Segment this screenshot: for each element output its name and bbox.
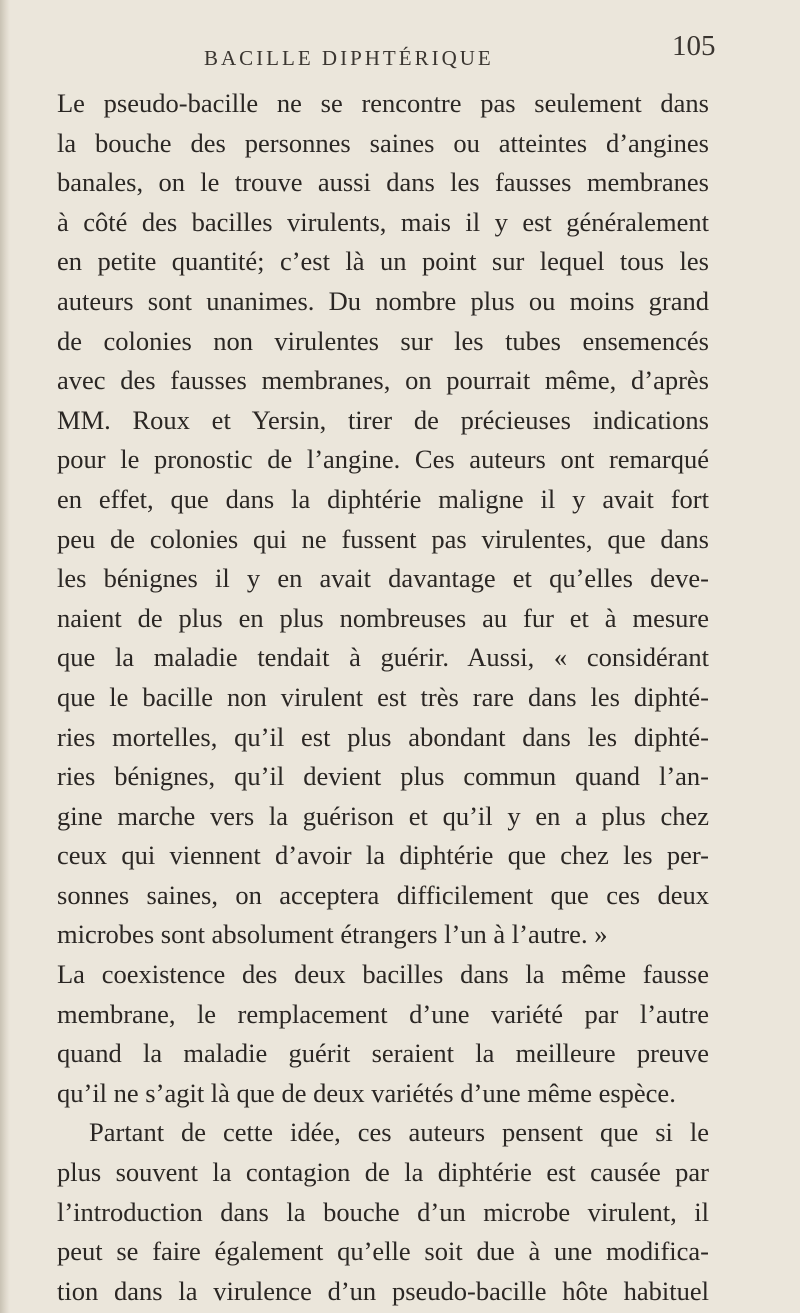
text-line: gine marche vers la guérison et qu’il y en a plus chez [57,800,709,831]
text-line: membrane, le remplacement d’une variété par l’autre [57,998,709,1029]
body-text [57,84,709,1311]
text-line: qu’il ne s’agit là que de deux variétés d’une même espèce. [57,1077,676,1108]
text-line: quand la maladie guérit seraient la meilleure preuve [57,1038,709,1069]
text-line: plus souvent la contagion de la diphtérie est causée par [57,1157,709,1188]
page-binding-edge [0,0,10,1313]
text-line: peu de colonies qui ne fussent pas virulentes, que dans [57,523,709,554]
text-line: peut se faire également qu’elle soit due à une modifica- [57,1236,709,1267]
text-line: que le bacille non virulent est très rare dans les diphté- [57,681,709,712]
text-line: naient de plus en plus nombreuses au fur et à mesure [57,602,709,633]
text-line: en petite quantité; c’est là un point sur lequel tous les [57,246,709,277]
text-line: auteurs sont unanimes. Du nombre plus ou moins grand [57,285,709,316]
text-line: microbes sont absolument étrangers l’un à l’autre. » [57,919,608,950]
text-line: les bénignes il y en avait davantage et qu’elles deve- [57,563,709,594]
text-line: MM. Roux et Yersin, tirer de précieuses indications [57,404,709,435]
text-line: ries mortelles, qu’il est plus abondant dans les diphté- [57,721,709,752]
page-number: 105 [672,30,716,62]
text-line: de colonies non virulentes sur les tubes ensemencés [57,325,709,356]
text-line: tion dans la virulence d’un pseudo-bacille hôte habituel [57,1275,709,1306]
text-line: sonnes saines, on acceptera difficilement que ces deux [57,879,709,910]
text-line: La coexistence des deux bacilles dans la même fausse [57,959,709,990]
running-header-title: BACILLE DIPHTÉRIQUE [204,46,494,70]
text-line: ceux qui viennent d’avoir la diphtérie que chez les per- [57,840,709,871]
text-line: banales, on le trouve aussi dans les fausses membranes [57,167,709,198]
text-line: avec des fausses membranes, on pourrait même, d’après [57,365,709,396]
text-line: en effet, que dans la diphtérie maligne il y avait fort [57,483,709,514]
text-line: que la maladie tendait à guérir. Aussi, « considérant [57,642,709,673]
text-line: l’introduction dans la bouche d’un microbe virulent, il [57,1196,709,1227]
text-line: Le pseudo-bacille ne se rencontre pas seulement dans [57,88,709,118]
text-line: pour le pronostic de l’angine. Ces auteurs ont remarqué [57,444,709,475]
text-line: Partant de cette idée, ces auteurs pensent que si le [89,1117,709,1148]
text-line: à côté des bacilles virulents, mais il y est généralement [57,206,709,237]
text-line: la bouche des personnes saines ou atteintes d’angines [57,127,709,158]
text-line: ries bénignes, qu’il devient plus commun quand l’an- [57,761,709,792]
